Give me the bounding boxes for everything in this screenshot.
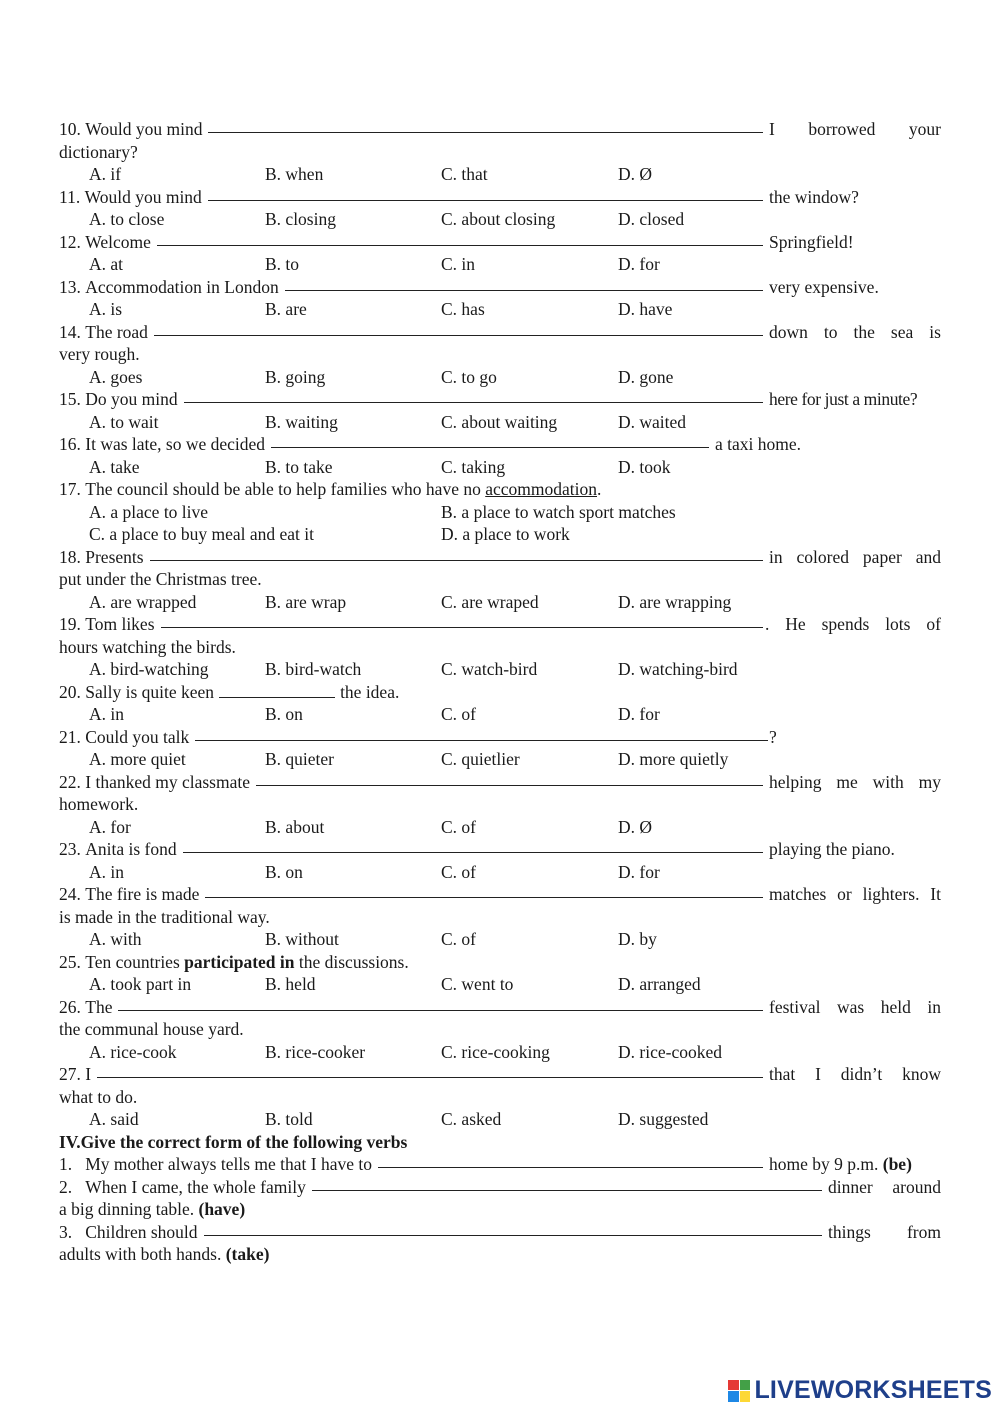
liveworksheets-logo[interactable] [728, 1376, 992, 1405]
option-b[interactable]: B. to take [265, 456, 333, 477]
option-b[interactable]: B. on [265, 704, 303, 724]
option-b[interactable]: B. when [265, 164, 324, 184]
option-a[interactable]: A. rice-cook [89, 1041, 177, 1062]
options-20 [59, 703, 941, 726]
answer-blank[interactable] [157, 231, 763, 246]
option-c[interactable]: C. a place to buy meal and eat it [89, 524, 314, 544]
option-c[interactable]: C. are wraped [441, 591, 539, 612]
options-25 [59, 973, 941, 996]
option-c[interactable]: C. about waiting [441, 411, 558, 432]
option-d[interactable]: D. Ø [618, 816, 653, 837]
question-15: 15. Do you mind here for just a minute? [59, 389, 918, 409]
option-d[interactable]: D. took [618, 456, 671, 477]
options-12 [59, 253, 941, 276]
answer-blank[interactable] [184, 388, 763, 403]
options-13 [59, 298, 941, 321]
options-17-row1 [59, 501, 941, 524]
option-b[interactable]: B. are wrap [265, 591, 347, 612]
question-10: 10. Would you mind I borrowed your [59, 119, 941, 139]
options-14 [59, 366, 941, 389]
question-21: 21. Could you talk ? [59, 726, 777, 747]
question-19: 19. Tom likes . He spends lots of [59, 614, 941, 634]
options-17-row2 [59, 523, 941, 546]
question-12: 12. Welcome Springfield! [59, 231, 854, 252]
option-a[interactable]: A. at [89, 254, 124, 274]
option-d[interactable]: D. closed [618, 209, 685, 229]
option-a[interactable]: A. more quiet [89, 749, 186, 769]
question-22: 22. I thanked my classmate helping me with my [59, 771, 941, 792]
option-a[interactable]: A. goes [89, 366, 143, 387]
option-d[interactable]: D. have [618, 299, 673, 319]
option-d[interactable]: D. waited [618, 411, 687, 432]
option-c[interactable]: C. of [441, 816, 476, 837]
question-18: 18. Presents in colored paper and [59, 546, 941, 567]
options-15 [59, 411, 941, 434]
options-18 [59, 591, 941, 614]
answer-blank[interactable] [183, 838, 763, 853]
option-a[interactable]: A. said [89, 1109, 139, 1129]
option-d[interactable]: D. Ø [618, 164, 653, 184]
option-a[interactable]: A. took part in [89, 974, 192, 994]
option-b[interactable]: B. a place to watch sport matches [441, 501, 676, 522]
question-16: 16. It was late, so we decided a taxi home. [59, 434, 802, 454]
answer-blank[interactable] [161, 613, 763, 628]
underlined-word: accommodation [485, 479, 597, 499]
answer-blank[interactable] [208, 186, 763, 201]
options-22 [59, 816, 941, 839]
option-a[interactable]: A. take [89, 456, 140, 477]
question-11: 11. Would you mind the window? [59, 186, 859, 207]
options-26 [59, 1041, 941, 1064]
option-d[interactable]: D. watching-bird [618, 659, 738, 679]
option-d[interactable]: D. are wrapping [618, 591, 732, 612]
option-b[interactable]: B. quieter [265, 749, 335, 769]
answer-blank[interactable] [150, 546, 763, 561]
question-14: 14. The road down to the sea is [59, 321, 941, 342]
answer-blank[interactable] [312, 1176, 822, 1191]
section-title: IV.Give the correct form of the following verbs [59, 1131, 408, 1152]
option-c[interactable]: C. of [441, 861, 476, 882]
answer-blank[interactable] [154, 321, 763, 336]
answer-blank[interactable] [97, 1063, 763, 1078]
option-b[interactable]: B. to [265, 254, 300, 274]
option-a[interactable]: A. with [89, 929, 142, 949]
option-c[interactable]: C. in [441, 254, 476, 274]
verb-item-3: 3. Children should things from [59, 1221, 941, 1242]
options-23 [59, 861, 941, 884]
question-27: 27. I that I didn’t know [59, 1064, 941, 1084]
verb-item-1: 1. My mother always tells me that I have to home by 9 p.m. (be) [59, 1154, 912, 1174]
option-c[interactable]: C. asked [441, 1109, 502, 1129]
answer-blank[interactable] [285, 276, 763, 291]
option-b[interactable]: B. rice-cooker [265, 1041, 366, 1062]
liveworksheets-logo-icon [728, 1380, 750, 1402]
option-c[interactable]: C. that [441, 164, 488, 184]
question-20: 20. Sally is quite keen the idea. [59, 681, 400, 702]
verb-item-2: 2. When I came, the whole family dinner around [59, 1176, 941, 1197]
option-d[interactable]: D. by [618, 929, 657, 949]
question-number: 10. [59, 119, 81, 139]
options-11 [59, 208, 941, 231]
option-a[interactable]: A. for [89, 816, 131, 837]
answer-blank[interactable] [256, 771, 763, 786]
option-a[interactable]: A. in [89, 704, 124, 724]
answer-blank[interactable] [204, 1221, 822, 1236]
option-c[interactable]: C. watch-bird [441, 659, 538, 679]
option-a[interactable]: A. is [89, 299, 123, 319]
option-a[interactable]: A. if [89, 164, 122, 184]
worksheet: 10. Would you mind I borrowed your dictionary? A. if B. when C. that D. Ø 11. Would you mind the window? A. to close B. closing C. about closing D. closed 12. Welcome Springfield! A. at B. to C. in D. for 13. Accommodation in London very expensive. A. is B. are C. has D. have 14. The road down to the sea is very rough. A. goes B. going C. to go D. gone 15. Do you mind here for just a minute? A. to wait B. waiting C. about waiting D. waited 16. It was late, so we decided a taxi home. A. take B. to take C. taking D. took 17. The council should be able to help families who have no accommodation. A. a place to live B. a place to watch sport matches C. a place to buy meal and eat it D. a place to work 18. Presents in colored paper and put under the Christmas tree. A. are wrapped B. are wrap C. are wraped D. are wrapping 19. Tom likes . He spends lots of hours watching the birds. A. bird-watching B. bird-watch C. watch-bird D. watching-bird 20. Sally is quite keen the idea. A. in B. on C. of D. for 21. Could you talk ? A. more quiet B. quieter C. quietlier D. more quietly 22. I thanked my classmate helping me with my homework. A. for B. about C. of D. Ø 23. Anita is fond playing the piano. A. in B. on C. of D. for 24. The fire is made matches or lighters. It is made in the traditional way. A. with B. without C. of D. by 25. Ten countries participated in the discussions. A. took part in B. held C. went to D. arranged 26. The festival was held in the communal house yard. A. rice-cook B. rice-cooker C. rice-cooking D. rice-cooked 27. I that I didn’t know what to do. A. said B. told C. asked D. suggested IV.Give the correct form of the following verbs 1. My mother always tells me that I have to home by 9 p.m. (be) 2. When I came, the whole family dinner around a big dinning table. (have) 3. Children should things from adults with both hands. (take) [59, 119, 941, 1264]
option-d[interactable]: D. for [618, 254, 660, 274]
option-a[interactable]: A. to wait [89, 411, 159, 432]
answer-blank[interactable] [195, 726, 768, 741]
option-b[interactable]: B. waiting [265, 411, 338, 432]
answer-blank[interactable] [271, 433, 709, 448]
option-c[interactable]: C. went to [441, 974, 514, 994]
option-d[interactable]: D. for [618, 704, 660, 724]
options-21 [59, 748, 941, 771]
options-19 [59, 658, 941, 681]
question-23: 23. Anita is fond playing the piano. [59, 839, 895, 859]
options-24 [59, 928, 941, 951]
option-a[interactable]: A. bird-watching [89, 659, 209, 679]
answer-blank[interactable] [205, 883, 763, 898]
option-a[interactable]: A. in [89, 861, 124, 882]
question-26: 26. The festival was held in [59, 996, 941, 1017]
option-b[interactable]: B. on [265, 861, 303, 882]
options-16 [59, 456, 941, 479]
option-a[interactable]: A. a place to live [89, 501, 209, 522]
option-d[interactable]: D. more quietly [618, 749, 729, 769]
logo-text: LIVEWORKSHEETS [754, 1376, 992, 1404]
option-b[interactable]: B. going [265, 366, 326, 387]
option-c[interactable]: C. quietlier [441, 749, 520, 769]
option-b[interactable]: B. bird-watch [265, 659, 362, 679]
option-b[interactable]: B. held [265, 974, 316, 994]
option-d[interactable]: D. a place to work [441, 524, 570, 544]
option-d[interactable]: D. arranged [618, 974, 701, 994]
option-a[interactable]: A. to close [89, 209, 165, 229]
bold-phrase: participated in [184, 951, 295, 972]
option-a[interactable]: A. are wrapped [89, 591, 197, 612]
options-27 [59, 1108, 941, 1131]
question-25: 25. Ten countries participated in the discussions. [59, 951, 409, 972]
option-c[interactable]: C. has [441, 299, 485, 319]
option-c[interactable]: C. rice-cooking [441, 1041, 550, 1062]
option-b[interactable]: B. told [265, 1109, 313, 1129]
option-b[interactable]: B. without [265, 929, 339, 949]
options-10 [59, 163, 941, 186]
answer-blank[interactable] [219, 683, 335, 698]
question-17: 17. The council should be able to help families who have no accommodation. [59, 479, 602, 499]
option-d[interactable]: D. for [618, 861, 660, 882]
option-c[interactable]: C. taking [441, 456, 506, 477]
answer-blank[interactable] [378, 1153, 763, 1168]
option-c[interactable]: C. of [441, 704, 476, 724]
option-c[interactable]: C. of [441, 929, 476, 949]
option-d[interactable]: D. suggested [618, 1109, 709, 1129]
option-b[interactable]: B. about [265, 816, 325, 837]
answer-blank[interactable] [118, 996, 763, 1011]
question-24: 24. The fire is made matches or lighters. It [59, 884, 941, 904]
option-b[interactable]: B. closing [265, 209, 336, 229]
question-13: 13. Accommodation in London very expensive. [59, 276, 879, 297]
option-b[interactable]: B. are [265, 299, 307, 319]
option-d[interactable]: D. rice-cooked [618, 1041, 722, 1062]
option-c[interactable]: C. to go [441, 366, 497, 387]
option-d[interactable]: D. gone [618, 366, 674, 387]
option-c[interactable]: C. about closing [441, 209, 556, 229]
answer-blank[interactable] [208, 118, 763, 133]
